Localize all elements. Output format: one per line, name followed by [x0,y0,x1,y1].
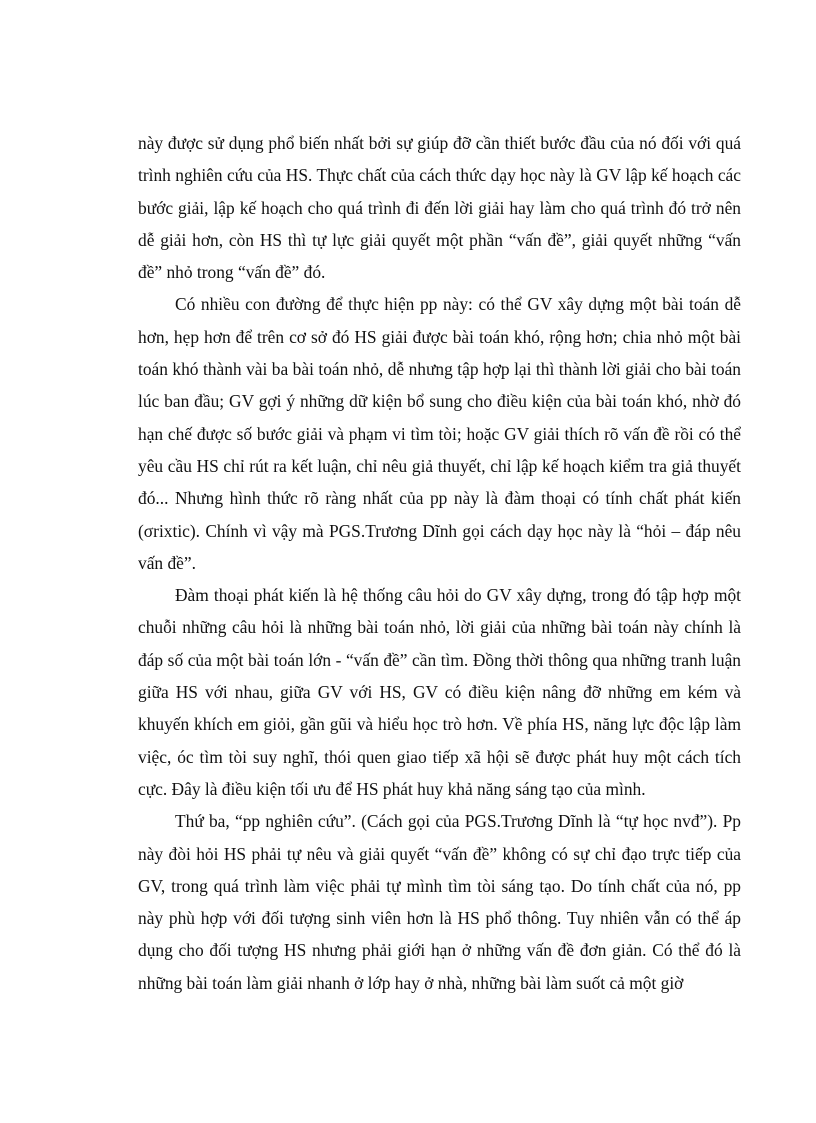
paragraph-continuation: này được sử dụng phổ biến nhất bởi sự giúp đỡ cần thiết bước đầu của nó đối với quá trình nghiên cứu của HS. Thực chất của cách thức dạy học này là GV lập kế hoạch các bước giải, lập kế hoạch cho quá trình đi đến lời giải hay làm cho quá trình đó trở nên dễ giải hơn, còn HS thì tự lực giải quyết một phần “vấn đề”, giải quyết những “vấn đề” nhỏ trong “vấn đề” đó. [138,133,741,283]
document-body [138,127,741,999]
paragraph-heuristic-dialogue: Đàm thoại phát kiến là hệ thống câu hỏi do GV xây dựng, trong đó tập hợp một chuỗi những câu hỏi là những bài toán nhỏ, lời giải của những bài toán này chính là đáp số của một bài toán lớn - “vấn đề” cần tìm. Đồng thời thông qua những tranh luận giữa HS với nhau, giữa GV với HS, GV có điều kiện nâng đỡ những em kém và khuyến khích em giỏi, gần gũi và hiểu học trò hơn. Về phía HS, năng lực độc lập làm việc, óc tìm tòi suy nghĩ, thói quen giao tiếp xã hội sẽ được phát huy một cách tích cực. Đây là điều kiện tối ưu để HS phát huy khả năng sáng tạo của mình. [138,585,741,799]
paragraph-ways-to-implement: Có nhiều con đường để thực hiện pp này: có thể GV xây dựng một bài toán dễ hơn, hẹp hơn để trên cơ sở đó HS giải được bài toán khó, rộng hơn; chia nhỏ một bài toán khó thành vài ba bài toán nhỏ, dễ nhưng tập hợp lại thì thành lời giải cho bài toán lúc ban đầu; GV gợi ý những dữ kiện bổ sung cho điều kiện của bài toán khó, nhờ đó hạn chế được số bước giải và phạm vi tìm tòi; hoặc GV giải thích rõ vấn đề rồi có thể yêu cầu HS chỉ rút ra kết luận, chỉ nêu giả thuyết, chỉ lập kế hoạch kiểm tra giả thuyết đó... Nhưng hình thức rõ ràng nhất của pp này là đàm thoại có tính chất phát kiến (σrixtic). Chính vì vậy mà PGS.Trương Dĩnh gọi cách dạy học này là “hỏi – đáp nêu vấn đề”. [138,294,741,573]
paragraph-research-method: Thứ ba, “pp nghiên cứu”. (Cách gọi của PGS.Trương Dĩnh là “tự học nvđ”). Pp này đòi hỏi HS phải tự nêu và giải quyết “vấn đề” không có sự chỉ đạo trực tiếp của GV, trong quá trình làm việc phải tự mình tìm tòi sáng tạo. Do tính chất của nó, pp này phù hợp với đối tượng sinh viên hơn là HS phổ thông. Tuy nhiên vẫn có thể áp dụng cho đối tượng HS nhưng phải giới hạn ở những vấn đề đơn giản. Có thể đó là những bài toán làm giải nhanh ở lớp hay ở nhà, những bài làm suốt cả một giờ [138,811,741,993]
